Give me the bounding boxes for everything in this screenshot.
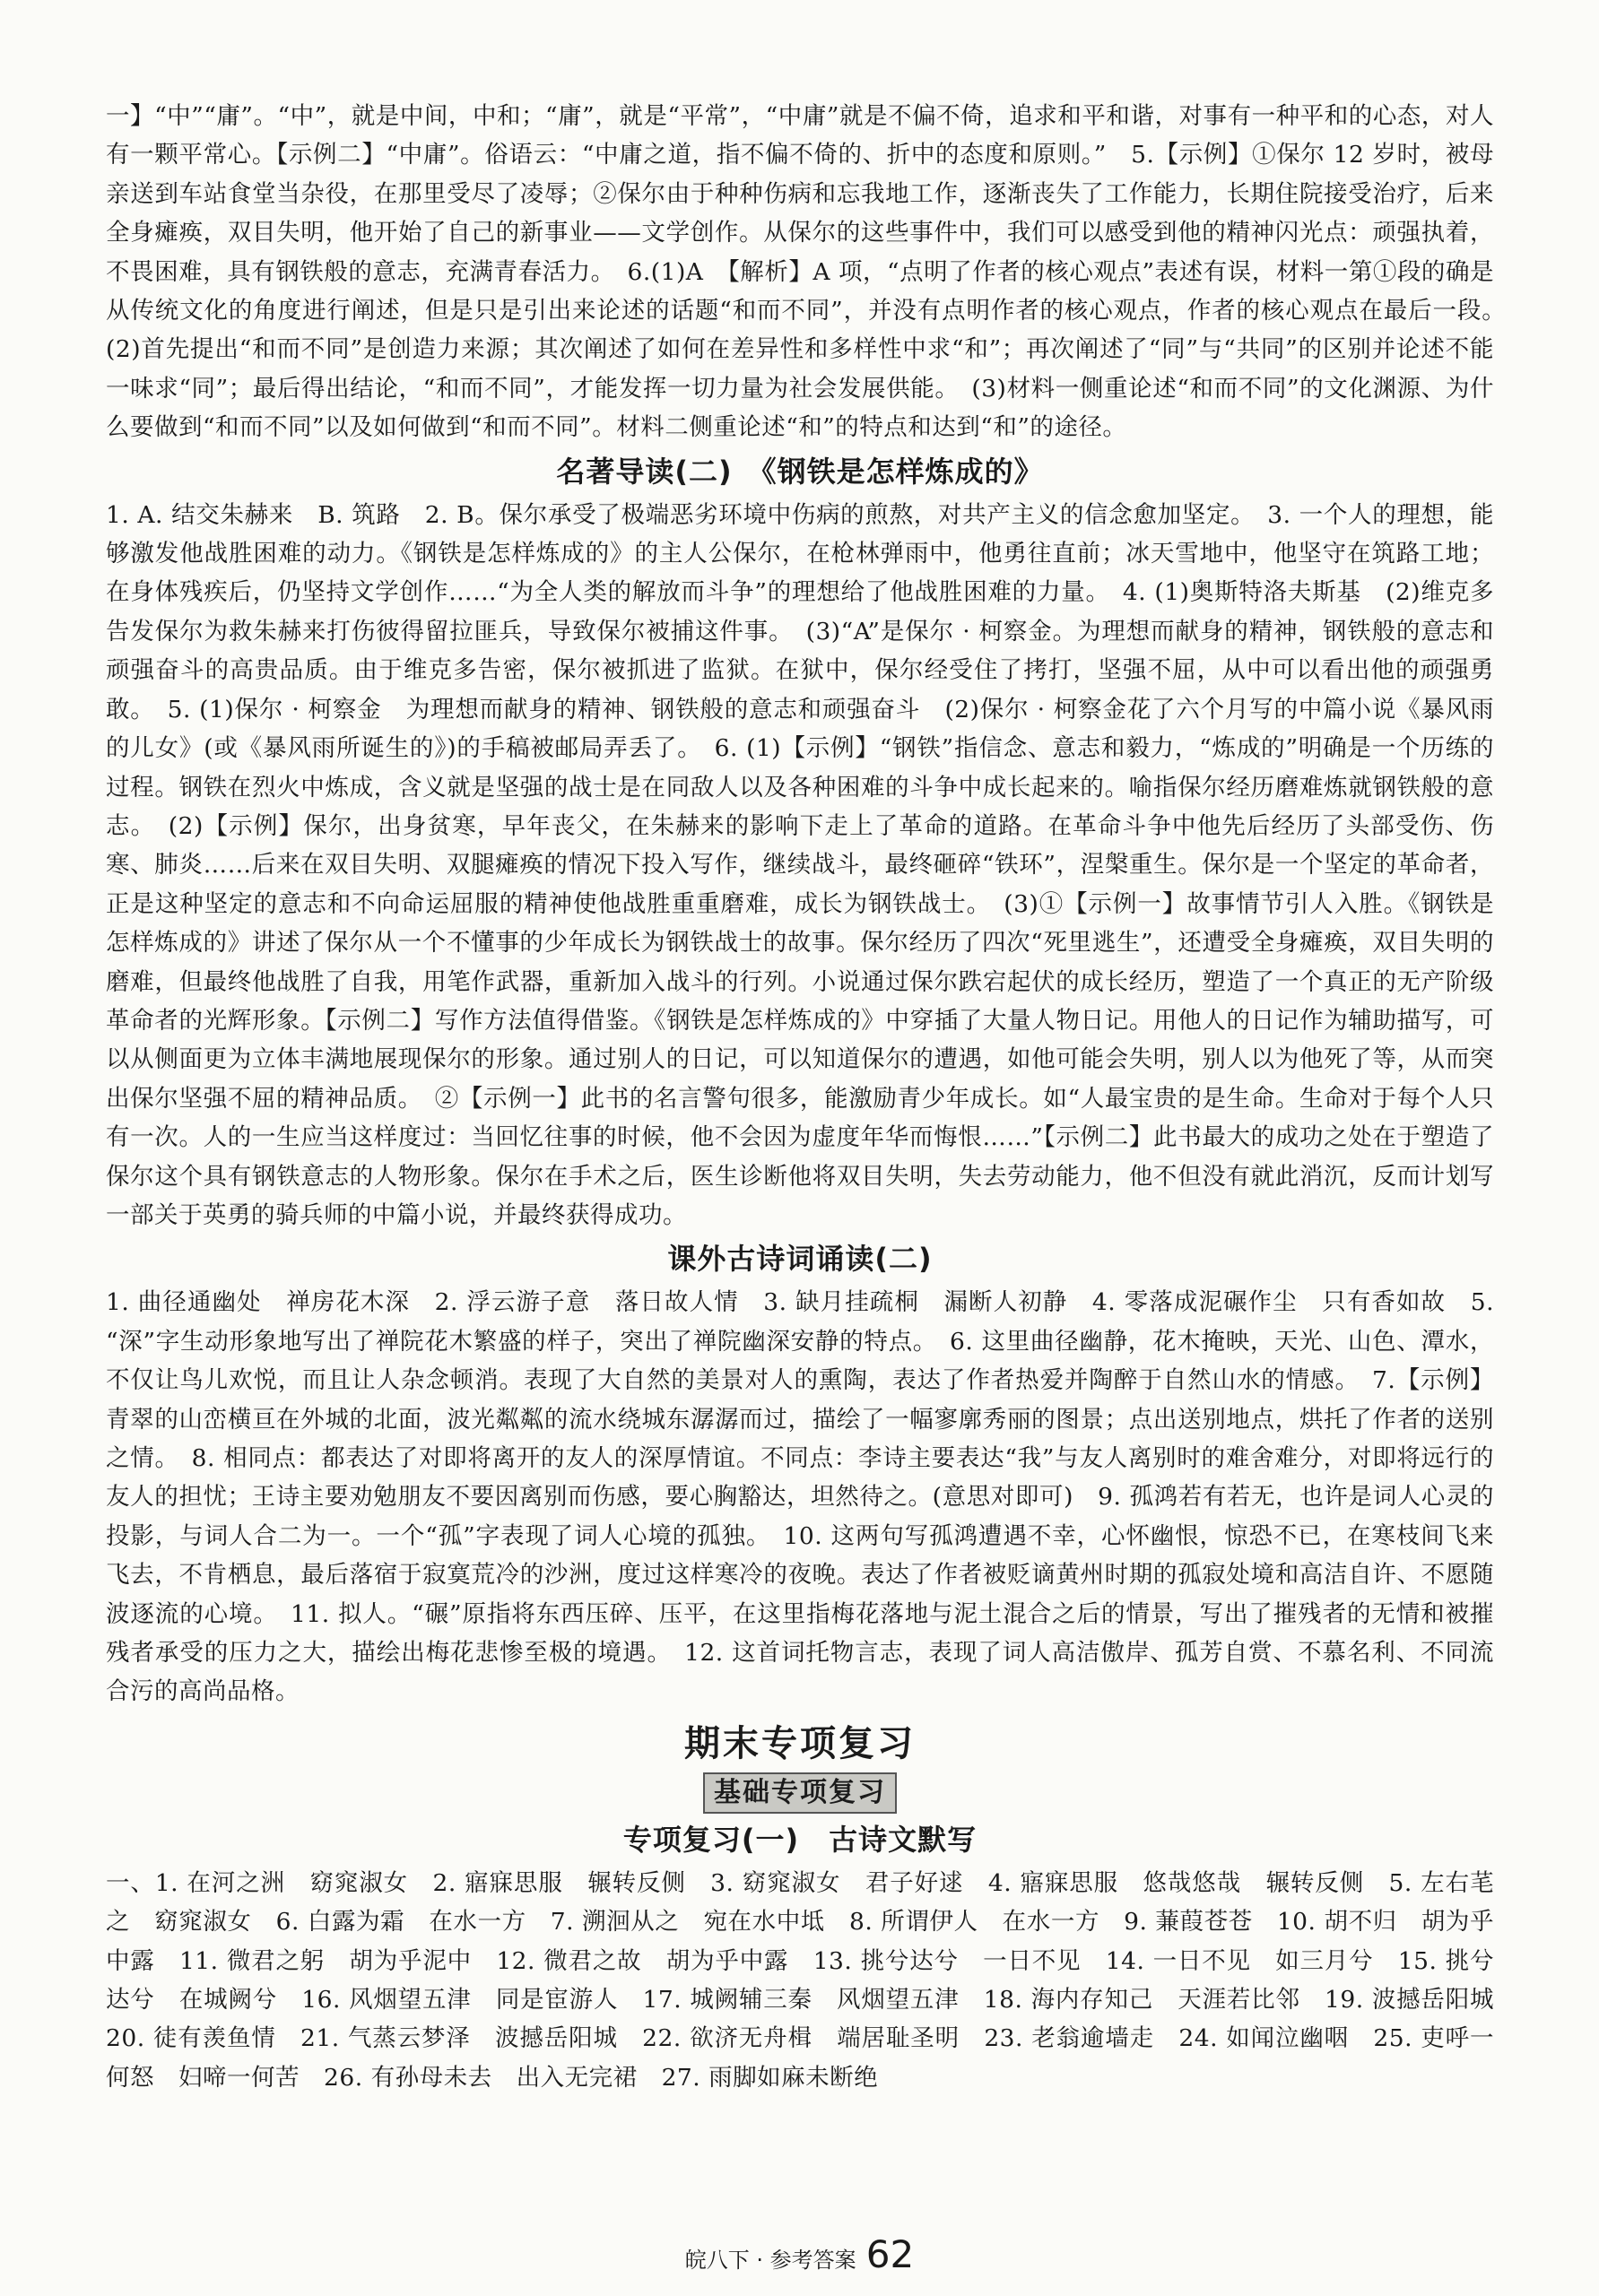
qimo-subheading: 专项复习(一) 古诗文默写	[622, 1822, 978, 1857]
section-intro	[106, 97, 1518, 447]
gushici-paragraph: 1. 曲径通幽处 禅房花木深 2. 浮云游子意 落日故人情 3. 缺月挂疏桐 漏断人初静 4. 零落成泥碾作尘 只有香如故 5. “深”字生动形象地写出了禅院花木繁盛的样子，突出了禅院幽深安静的特点。 6. 这里曲径幽静，花木掩映，天光、山色、潭水，不仅让鸟儿欢悦，而且让人杂念顿消。表现了大自然的美景对人的熏陶，表达了作者热爱并陶醉于自然山水的情感。 7.【示例】青翠的山峦横亘在外城的北面，波光粼粼的流水绕城东潺潺而过，描绘了一幅寥廓秀丽的图景；点出送别地点，烘托了作者的送别之情。 8. 相同点：都表达了对即将离开的友人的深厚情谊。不同点：李诗主要表达“我”与友人离别时的难舍难分，对即将远行的友人的担忧；王诗主要劝勉朋友不要因离别而伤感，要心胸豁达，坦然待之。(意思对即可) 9. 孤鸿若有若无，也许是词人心灵的投影，与词人合二为一。一个“孤”字表现了词人心境的孤独。 10. 这两句写孤鸿遭遇不幸，心怀幽恨，惊恐不已，在寒枝间飞来飞去，不肯栖息，最后落宿于寂寞荒冷的沙洲，度过这样寒冷的夜晚。表达了作者被贬谪黄州时期的孤寂处境和高洁自许、不愿随波逐流的心境。 11. 拟人。“碾”原指将东西压碎、压平，在这里指梅花落地与泥土混合之后的情景，写出了摧残者的无情和被摧残者承受的压力之大，描绘出梅花悲惨至极的境遇。 12. 这首词托物言志，表现了词人高洁傲岸、孤芳自赏、不慕名利、不同流合污的高尚品格。	[106, 1288, 1502, 1706]
qimo-heading: 期末专项复习	[684, 1722, 916, 1764]
badge-wrap	[106, 1772, 1494, 1814]
intro-paragraph: 一】“中”“庸”。“中”，就是中间，中和；“庸”，就是“平常”，“中庸”就是不偏不倚，追求和平和谐，对事有一种平和的心态，对人有一颗平常心。【示例二】“中庸”。俗语云：“中庸之道，指不偏不倚的、折中的态度和原则。” 5.【示例】①保尔 12 岁时，被母亲送到车站食堂当杂役，在那里受尽了凌辱；②保尔由于种种伤病和忘我地工作，逐渐丧失了工作能力，长期住院接受治疗，后来全身瘫痪，双目失明，他开始了自己的新事业——文学创作。从保尔的这些事件中，我们可以感受到他的精神闪光点：顽强执着，不畏困难，具有钢铁般的意志，充满青春活力。 6.(1)A 【解析】A 项，“点明了作者的核心观点”表述有误，材料一第①段的确是从传统文化的角度进行阐述，但是只是引出来论述的话题“和而不同”，并没有点明作者的核心观点，作者的核心观点在最后一段。 (2)首先提出“和而不同”是创造力来源；其次阐述了如何在差异性和多样性中求“和”；再次阐述了“同”与“共同”的区别并论述不能一味求“同”；最后得出结论，“和而不同”，才能发挥一切力量为社会发展供能。 (3)材料一侧重论述“和而不同”的文化渊源、为什么要做到“和而不同”以及如何做到“和而不同”。材料二侧重论述“和”的特点和达到“和”的途径。	[106, 102, 1518, 442]
page-number: 62	[865, 2232, 915, 2276]
section-badge: 基础专项复习	[703, 1772, 897, 1814]
qimo-paragraph: 一、1. 在河之洲 窈窕淑女 2. 寤寐思服 辗转反侧 3. 窈窕淑女 君子好逑 4. 寤寐思服 悠哉悠哉 辗转反侧 5. 左右芼之 窈窕淑女 6. 白露为霜 在水一方 7. 溯洄从之 宛在水中坻 8. 所谓伊人 在水一方 9. 蒹葭苍苍 10. 胡不归 胡为乎中露 11. 微君之躬 胡为乎泥中 12. 微君之故 胡为乎中露 13. 挑兮达兮 一日不见 14. 一日不见 如三月兮 15. 挑兮达兮 在城阙兮 16. 风烟望五津 同是宦游人 17. 城阙辅三秦 风烟望五津 18. 海内存知己 天涯若比邻 19. 波撼岳阳城 20. 徒有羡鱼情 21. 气蒸云梦泽 波撼岳阳城 22. 欲济无舟楫 端居耻圣明 23. 老翁逾墙走 24. 如闻泣幽咽 25. 吏呼一何怒 妇啼一何苦 26. 有孙母未去 出入无完裙 27. 雨脚如麻未断绝	[106, 1868, 1518, 2092]
section-qimo	[106, 1719, 1518, 2097]
footer-label: 皖八下 · 参考答案	[684, 2248, 856, 2273]
gushici-heading: 课外古诗词诵读(二)	[667, 1242, 933, 1277]
mingzhu-paragraph: 1. A. 结交朱赫来 B. 筑路 2. B。保尔承受了极端恶劣环境中伤病的煎熬，对共产主义的信念愈加坚定。 3. 一个人的理想，能够激发他战胜困难的动力。《钢铁是怎样炼成的》的主人公保尔，在枪林弹雨中，他勇往直前；冰天雪地中，他坚守在筑路工地；在身体残疾后，仍坚持文学创作……“为全人类的解放而斗争”的理想给了他战胜困难的力量。 4. (1)奥斯特洛夫斯基 (2)维克多告发保尔为救朱赫来打伤彼得留拉匪兵，导致保尔被捕这件事。 (3)“A”是保尔 · 柯察金。为理想而献身的精神，钢铁般的意志和顽强奋斗的高贵品质。由于维克多告密，保尔被抓进了监狱。在狱中，保尔经受住了拷打，坚强不屈，从中可以看出他的顽强勇敢。 5. (1)保尔 · 柯察金 为理想而献身的精神、钢铁般的意志和顽强奋斗 (2)保尔 · 柯察金花了六个月写的中篇小说《暴风雨的儿女》(或《暴风雨所诞生的》)的手稿被邮局弄丢了。 6. (1)【示例】“钢铁”指信念、意志和毅力，“炼成的”明确是一个历练的过程。钢铁在烈火中炼成，含义就是坚强的战士是在同敌人以及各种困难的斗争中成长起来的。喻指保尔经历磨难炼就钢铁般的意志。 (2)【示例】保尔，出身贫寒，早年丧父，在朱赫来的影响下走上了革命的道路。在革命斗争中他先后经历了头部受伤、伤寒、肺炎……后来在双目失明、双腿瘫痪的情况下投入写作，继续战斗，最终砸碎“铁环”，涅槃重生。保尔是一个坚定的革命者，正是这种坚定的意志和不向命运屈服的精神使他战胜重重磨难，成长为钢铁战士。 (3)①【示例一】故事情节引人入胜。《钢铁是怎样炼成的》讲述了保尔从一个不懂事的少年成长为钢铁战士的故事。保尔经历了四次“死里逃生”，还遭受全身瘫痪，双目失明的磨难，但最终他战胜了自我，用笔作武器，重新加入战斗的行列。小说通过保尔跌宕起伏的成长经历，塑造了一个真正的无产阶级革命者的光辉形象。【示例二】写作方法值得借鉴。《钢铁是怎样炼成的》中穿插了大量人物日记。用他人的日记作为辅助描写，可以从侧面更为立体丰满地展现保尔的形象。通过别人的日记，可以知道保尔的遭遇，如他可能会失明，别人以为他死了等，从而突出保尔坚强不屈的精神品质。 ②【示例一】此书的名言警句很多，能激励青少年成长。如“人最宝贵的是生命。生命对于每个人只有一次。人的一生应当这样度过：当回忆往事的时候，他不会因为虚度年华而悔恨……”【示例二】此书最大的成功之处在于塑造了保尔这个具有钢铁意志的人物形象。保尔在手术之后，医生诊断他将双目失明，失去劳动能力，他不但没有就此消沉，反而计划写一部关于英勇的骑兵师的中篇小说，并最终获得成功。	[106, 500, 1494, 1229]
mingzhu-heading: 名著导读(二) 《钢铁是怎样炼成的》	[556, 454, 1044, 489]
section-mingzhu	[106, 451, 1494, 1235]
section-gushici	[106, 1238, 1502, 1711]
answer-page	[106, 97, 1518, 2097]
page-footer	[0, 2232, 1599, 2276]
